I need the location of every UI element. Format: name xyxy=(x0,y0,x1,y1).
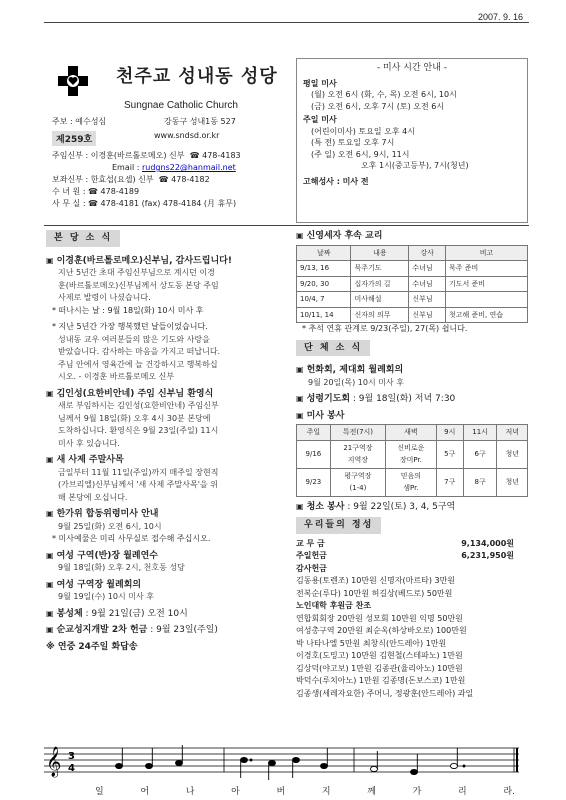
staff-line: 주임신부 : 이경훈(바르톨로메오) 신부 ☎ 478-4183 xyxy=(52,151,241,160)
staff-list xyxy=(52,150,241,210)
women-training-heading: ▣ 여성 구역(반)장 월례연수 xyxy=(46,550,158,561)
svg-text:4: 4 xyxy=(68,763,75,774)
senior-college-heading: 노인대학 후원금 찬조 xyxy=(296,601,372,610)
thanks-body: 지난 5년간 초대 주임신부님으로 계시던 이경 xyxy=(58,268,215,277)
group-news-label: 단 체 소 식 xyxy=(296,340,370,357)
catechesis-heading: ▣ 신영세자 후속 교리 xyxy=(296,231,383,241)
weekday-heading: 평일 미사 xyxy=(303,78,337,88)
offering-row: 주일헌금 6,231,950원 xyxy=(296,551,514,560)
service-table: 주일 특전(7시) 새벽 9시 11시 저녁 9/16 21구역장 지역장 신비로운 장미Pr. 5구 6구 청년 9/23 평구역장 (1-4) 믿음의 샘Pr. 7구 8구 청년 xyxy=(296,424,528,497)
thanks-note: * 떠나시는 날 : 9월 18일(화) 10시 미사 후 xyxy=(52,305,204,315)
table-row: 9/23 평구역장 (1-4) 믿음의 샘Pr. 7구 8구 청년 xyxy=(297,468,528,496)
farewell-message: * 지난 5년간 가장 행복했던 날들이었습니다. 성내동 교우 여러분들의 많은 기도와 사랑을 받았습니다. 감사하는 마음을 가지고 떠납니다. 주님 안에서 영육간에 늘 건강하시고 행복하십 시오. - 이경훈 바르톨로메오 신부 xyxy=(52,322,221,381)
left-column: 본 당 소 식 ▣ 이경훈(바르톨로메오)신부님, 감사드립니다! 지난 5년간 초대 주임신부님으로 계시던 이경 훈(바르톨로메오)신부님께서 상도동 본당 주임 사제로 발령이 나셨습니다. * 떠나시는 날 : 9월 18일(화) 10시 미사 후 * 지난 5년간 가장 행복했던 날들이었습니다. 성내동 교우 여러분들의 많은 기도와 사랑을 받았습니다. 감사하는 마음을 가지고 떠납니다. 주님 안에서 영육간에 늘 건강하시고 행복하십 시오. - 이경훈 바르톨로메오 신부 ▣ 김인성(요한비안네) 주임 신부님 환영식 새로 부임하시는 김인성(요한비안네) 주임신부 님께서 9월 18일(화) 오후 4시 30분 본당에 도착하십니다. 환영식은 9월 23일(주일) 11시 미사 후 있습니다. ▣ 새 사제 주말사목 금일부터 11월 11일(주일)까지 매주일 장현직 (가브리엘)신부님께서 '새 사제 주말사목'을 위 해 본당에 오십니다. ▣ 한가위 합동위령미사 안내 9월 25일(화) 오전 6시, 10시 * 미사예물은 미리 사무실로 접수해 주십시오. ▣ 여성 구역(반)장 월례연수 9월 18일(화) 오후 2시, 천호동 성당 ▣ 여성 구역장 월례회의 9월 19일(수) 10시 미사 후 ▣ 봉성체 : 9월 21일(금) 오전 10시 ▣ 순교성지개발 2차 헌금 : 9월 23일(주일) ※ 연중 24주일 화답송 xyxy=(46,230,286,653)
staff-line: 수 녀 원 : ☎ 478-4189 xyxy=(52,187,140,196)
cleaning-heading: ▣ 청소 봉사 : 9월 22일(토) 3, 4, 5구역 xyxy=(296,501,456,512)
church-header xyxy=(44,30,309,225)
issue-number: 제259호 xyxy=(52,131,96,146)
staff-line: Email : rudgns22@hanmail.net xyxy=(112,163,236,172)
header-rule xyxy=(44,225,529,226)
table-row: 9/16 21구역장 지역장 신비로운 장미Pr. 5구 6구 청년 xyxy=(297,440,528,468)
table-row: 10/4, 7 미사해설 신부님 xyxy=(297,292,528,308)
svg-text:3: 3 xyxy=(68,751,75,762)
confession: 고해성사 : 미사 전 xyxy=(303,176,369,186)
psalm-heading: ※ 연중 24주일 화답송 xyxy=(46,641,138,652)
issue-date: 2007. 9. 16 xyxy=(478,12,524,22)
offering-row: 교 무 금 9,134,000원 xyxy=(296,538,514,548)
welcome-heading: ▣ 김인성(요한비안네) 주임 신부님 환영식 xyxy=(46,388,214,399)
catechesis-note: * 추석 연휴 관계로 9/23(주일), 27(목) 쉽니다. xyxy=(302,324,468,333)
patron: 주보 : 예수성심 xyxy=(52,117,107,126)
weekday-line: (월) 오전 6시 (화, 수, 목) 오전 6시, 10시 xyxy=(311,90,457,99)
offering-label: 우리들의 정성 xyxy=(296,517,381,534)
treble-clef-icon: 𝄞 xyxy=(46,747,62,777)
thanks-offering-heading: 감사헌금 xyxy=(296,563,327,573)
flower-meeting-heading: ▣ 헌화회, 제대회 월례회의 xyxy=(296,365,404,375)
music-staff xyxy=(44,742,519,782)
website[interactable]: www.sndsd.or.kr xyxy=(154,131,220,140)
email-link[interactable]: rudgns22@hanmail.net xyxy=(141,163,236,172)
table-row: 9/13, 16 묵주기도 수녀님 묵주 준비 xyxy=(297,261,528,277)
table-row: 9/20, 30 십자가의 길 수녀님 기도서 준비 xyxy=(297,276,528,292)
staff-line: 사 무 실 : ☎ 478-4181 (fax) 478-4184 (月 휴무) xyxy=(52,199,237,208)
table-row: 10/11, 14 신자의 의무 신부님 첫고해 준비, 연습 xyxy=(297,307,528,323)
women-meeting-heading: ▣ 여성 구역장 월례회의 xyxy=(46,579,142,590)
address: 강동구 성내1동 527 xyxy=(164,117,236,126)
sunday-line: (주 일) 오전 6시, 9시, 11시 xyxy=(311,149,410,159)
catechesis-table: 날짜 내용 강사 비고 9/13, 16 묵주기도 수녀님 묵주 준비 9/20, 30 십자가의 길 수녀님 기도서 준비 10/4, 7 미사해설 신부님 10/11, 14 신자의 의무 신부님 첫고해 준비, 연습 xyxy=(296,245,528,324)
parish-news-label: 본 당 소 식 xyxy=(46,230,120,247)
mass-title: - 미사 시간 안내 - xyxy=(376,63,448,73)
song-lyrics: 일 어 나 아 버 지 께 가 리 라. xyxy=(95,787,515,797)
sunday-heading: 주일 미사 xyxy=(303,115,337,124)
communion-heading: ▣ 봉성체 : 9월 21일(금) 오전 10시 xyxy=(46,608,188,619)
church-title: 천주교 성내동 성당 xyxy=(116,66,278,87)
staff-line: 보좌신부 : 한효섭(요셉) 신부 ☎ 478-4182 xyxy=(52,175,210,184)
collection-heading: ▣ 순교성지개발 2차 헌금 : 9월 23일(주일) xyxy=(46,625,218,635)
church-title-en: Sungnae Catholic Church xyxy=(124,100,238,111)
sunday-line: 오후 1시(중고등부), 7시(청년) xyxy=(361,161,469,170)
sunday-line: (특 전) 토요일 오후 7시 xyxy=(311,138,395,147)
top-rule xyxy=(44,22,529,23)
sunday-line: (어린이미사) 토요일 오후 4시 xyxy=(311,126,415,136)
thanks-heading: ▣ 이경훈(바르톨로메오)신부님, 감사드립니다! xyxy=(46,255,232,266)
right-column: ▣ 신영세자 후속 교리 날짜 내용 강사 비고 9/13, 16 묵주기도 수녀님 묵주 준비 9/20, 30 십자가의 길 수녀님 기도서 준비 10/4, 7 미사해설 신부님 10/11, 14 신자의 의무 신부님 첫고해 준비, 연습 * 추석 연휴 관계로 9/23(주일), 27(목) 쉽니다. 단 체 소 식 ▣ 헌화회, 제대회 월례회의 9월 20일(목) 10시 미사 후 ▣ 성령기도회 : 9월 18일(화) 저녁 7:30 ▣ 미사 봉사 주일 특전(7시) 새벽 9시 11시 저녁 9/16 21구역장 지역장 신비로운 장미Pr. 5구 6구 청년 9/23 평구역장 (1-4) 믿음의 샘Pr. 7구 8구 청년 ▣ 청소 봉사 : 9월 22일(토) 3, 4, 5구역 우리들의 정성 교 무 금 9,134,000원 주일헌금 6,231,950원 감사헌금 김동용(토렌조) 10만원 신명자(마르타) 3만원 전복순(루다) 10만원 허길상(베드로) 50만원 노인대학 후원금 찬조 연합회회장 20만원 성모회 10만원 익명 50만원 여성총구역 20만원 최순옥(하상바오로) 100만원 박 나타나엘 5만원 최창식(안드레아) 1만원 이경호(도밍고) 10만원 김현철(스테파노) 1만원 김상덕(야고보) 1만원 김종관(율리아노) 10만원 박덕수(루치아노) 1만원 김종명(돈보스코) 1만원 김종생(세레자요한) 주머니, 정광훈(안드레아) 과일 xyxy=(296,230,528,700)
prayer-meeting-heading: ▣ 성령기도회 : 9월 18일(화) 저녁 7:30 xyxy=(296,394,456,404)
weekday-line: (금) 오전 6시, 오후 7시 (토) 오전 6시 xyxy=(311,101,445,111)
weekend-ministry-heading: ▣ 새 사제 주말사목 xyxy=(46,455,124,465)
memorial-mass-heading: ▣ 한가위 합동위령미사 안내 xyxy=(46,509,159,519)
mass-schedule-box xyxy=(296,58,528,223)
church-logo-icon xyxy=(58,66,88,96)
mass-service-heading: ▣ 미사 봉사 xyxy=(296,410,345,421)
music-notes xyxy=(116,745,466,780)
